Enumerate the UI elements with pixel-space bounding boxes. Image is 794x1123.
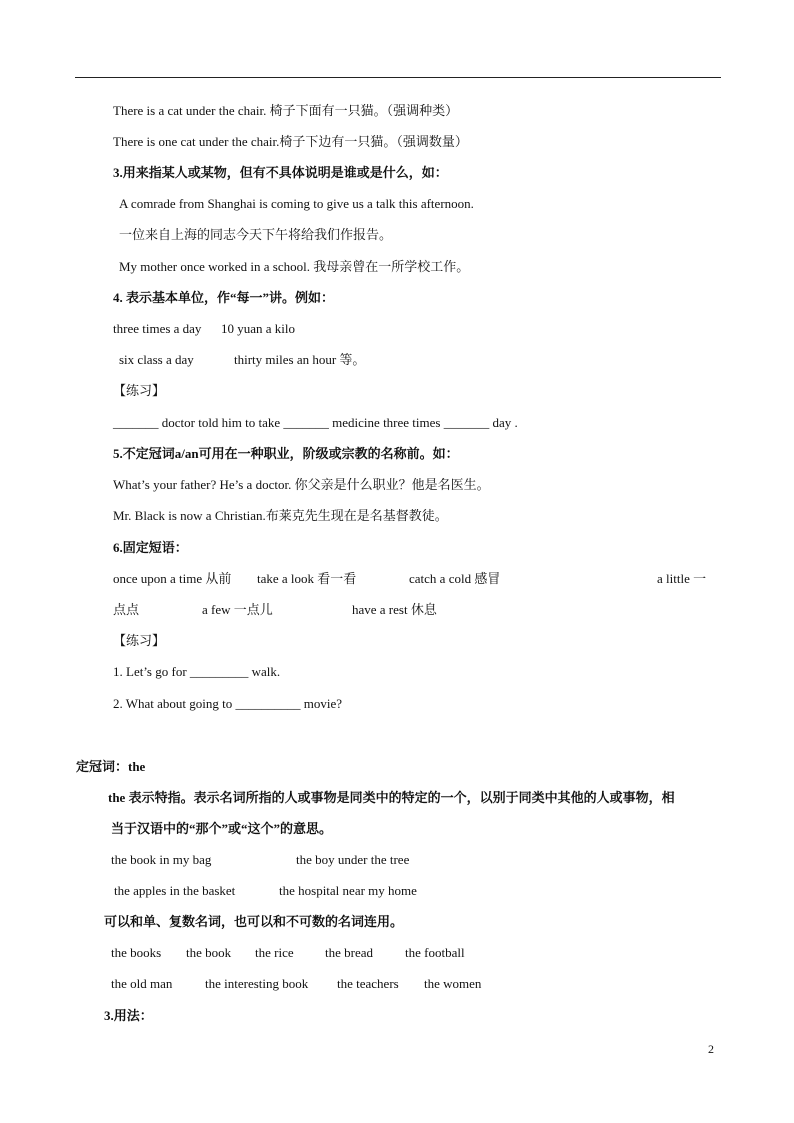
section-heading: 5.不定冠词a/an可用在一种职业，阶级或宗教的名称前。如： [113,446,459,461]
exercise-question: _______ doctor told him to take _______ medicine three times _______ day . [113,415,518,430]
example-sentence: There is a cat under the chair. 椅子下面有一只猫。（强调种类） [113,103,459,118]
exercise-label: 【练习】 [113,383,166,398]
example-phrase: the boy under the tree [296,852,410,867]
section-heading: 3.用法： [104,1008,153,1023]
fixed-phrase: once upon a time 从前 [113,571,232,586]
example-sentence: There is one cat under the chair.椅子下边有一只猫。（强调数量） [113,134,468,149]
example-phrase: the interesting book [205,976,309,991]
example-phrase: the old man [111,976,173,991]
example-phrase: the bread [325,945,374,960]
header-rule [75,77,721,78]
definition-text: 当于汉语中的“那个”或“这个”的意思。 [111,821,333,836]
page-number: 2 [708,1042,714,1056]
definition-text: 可以和单、复数名词，也可以和不可数的名词连用。 [104,914,404,929]
main-heading: 定冠词：the [76,759,146,774]
example-phrase: the women [424,976,482,991]
example-phrase: 10 yuan a kilo [221,321,296,336]
example-phrase: six class a day [119,352,194,367]
example-sentence: A comrade from Shanghai is coming to give us a talk this afternoon. [119,196,474,211]
fixed-phrase: a little 一 [657,571,707,586]
exercise-label: 【练习】 [113,633,166,648]
example-phrase: the teachers [337,976,399,991]
example-sentence: What’s your father? He’s a doctor. 你父亲是什么职业？他是名医生。 [113,477,490,492]
fixed-phrase: catch a cold 感冒 [409,571,501,586]
example-phrase: three times a day [113,321,202,336]
example-phrase: thirty miles an hour 等。 [234,352,366,367]
example-sentence: Mr. Black is now a Christian.布莱克先生现在是名基督教徒。 [113,508,448,523]
example-phrase: the book in my bag [111,852,212,867]
example-phrase: the rice [255,945,294,960]
fixed-phrase: a few 一点儿 [202,602,273,617]
section-heading: 6.固定短语： [113,540,188,555]
fixed-phrase: take a look 看一看 [257,571,357,586]
example-phrase: the apples in the basket [114,883,236,898]
exercise-question: 2. What about going to __________ movie? [113,696,343,711]
example-phrase: the book [186,945,232,960]
fixed-phrase: have a rest 休息 [352,602,437,617]
exercise-question: 1. Let’s go for _________ walk. [113,664,281,679]
example-translation: 一位来自上海的同志今天下午将给我们作报告。 [119,227,393,242]
example-phrase: the football [405,945,465,960]
example-phrase: the books [111,945,162,960]
example-sentence: My mother once worked in a school. 我母亲曾在一所学校工作。 [119,259,470,274]
section-heading: 3.用来指某人或某物，但有不具体说明是谁或是什么，如： [113,165,448,180]
definition-text: the 表示特指。表示名词所指的人或事物是同类中的特定的一个，以别于同类中其他的人或事物，相 [108,790,675,805]
fixed-phrase-continuation: 点点 [113,602,140,617]
example-phrase: the hospital near my home [279,883,417,898]
section-heading: 4. 表示基本单位，作“每一”讲。例如： [113,290,335,305]
